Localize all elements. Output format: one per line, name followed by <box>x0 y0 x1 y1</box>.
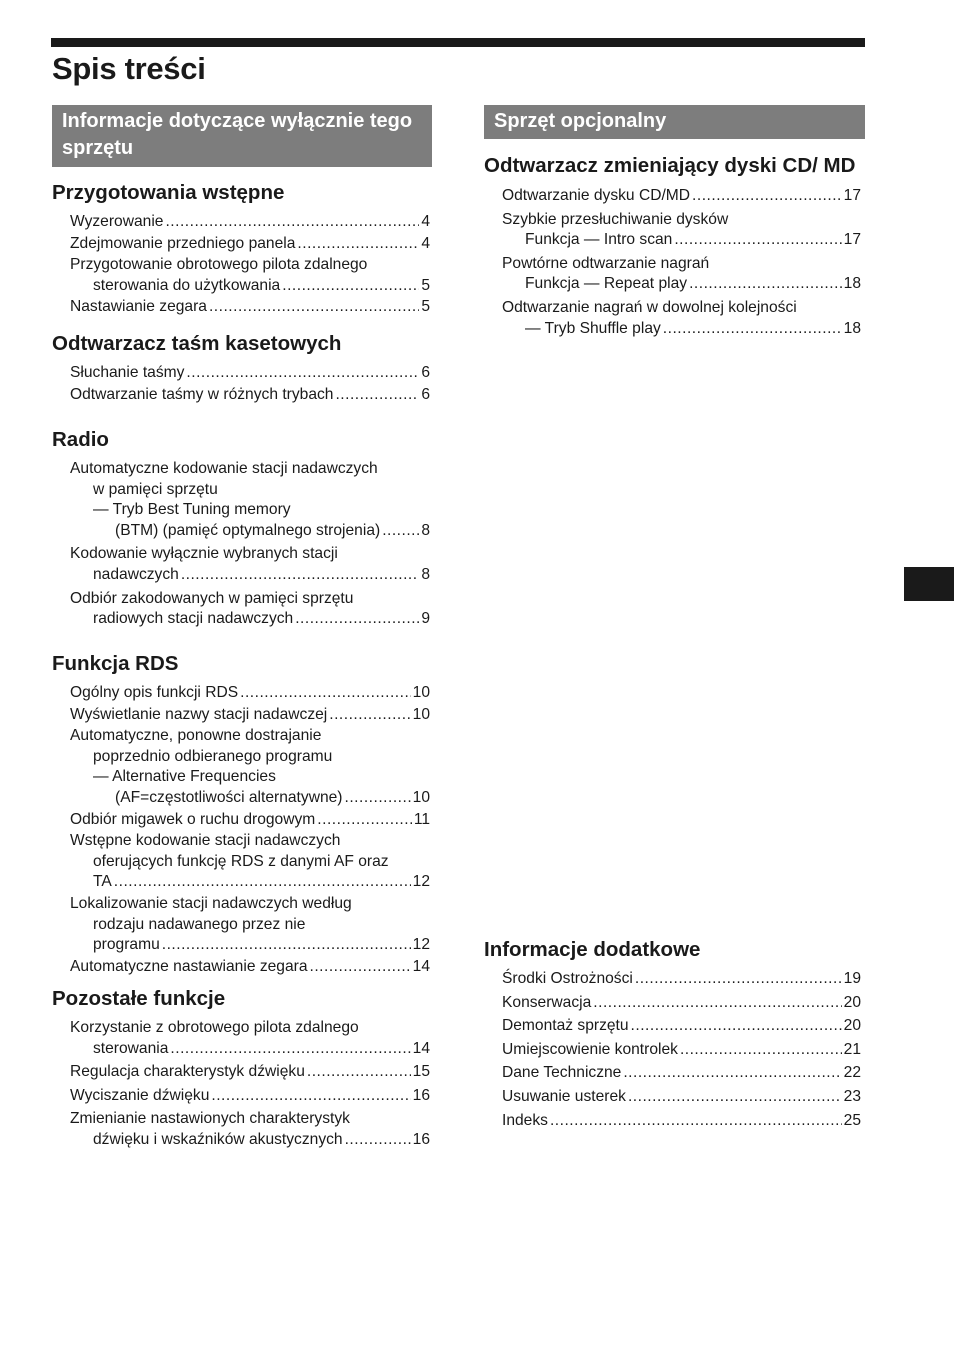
section-band-right: Sprzęt opcjonalny <box>484 105 865 139</box>
page-number: 16 <box>412 1130 430 1148</box>
entry-line: rodzaju nadawanego przez nie <box>93 915 306 933</box>
toc-entry[interactable] <box>70 255 430 296</box>
toc-entry[interactable] <box>70 1062 430 1083</box>
toc-entry[interactable] <box>70 385 430 406</box>
toc-entry[interactable] <box>70 234 430 255</box>
toc-entry[interactable] <box>70 957 430 978</box>
entry-title: sterowania do użytkowania <box>93 276 281 294</box>
toc-entry[interactable] <box>70 363 430 384</box>
entry-title: (AF=częstotliwości alternatywne) <box>115 788 343 806</box>
page-number: 14 <box>412 957 430 975</box>
entry-title: Indeks <box>502 1111 548 1129</box>
page-number: 16 <box>412 1086 430 1104</box>
entry-line: w pamięci sprzętu <box>93 480 218 498</box>
entry-title: (BTM) (pamięć optymalnego strojenia) <box>115 521 381 539</box>
page-number: 11 <box>413 810 430 828</box>
page-number: 19 <box>843 970 861 987</box>
toc-entry[interactable] <box>502 254 861 295</box>
leader-dots <box>165 212 419 233</box>
entry-title: TA <box>93 873 112 891</box>
entry-title: Słuchanie taśmy <box>70 364 185 381</box>
entry-line: Odtwarzanie nagrań w dowolnej kolejności <box>502 298 797 316</box>
toc-entry[interactable] <box>502 1111 861 1132</box>
page-number: 20 <box>843 1017 861 1035</box>
entry-line: Automatyczne kodowanie stacji nadawczych <box>70 460 378 477</box>
page-number: 18 <box>843 275 861 293</box>
leader-dots <box>345 1130 411 1151</box>
entry-title: Konserwacja <box>502 993 592 1011</box>
page-number: 10 <box>412 705 430 723</box>
toc-entry[interactable] <box>502 298 861 339</box>
leader-dots <box>680 1040 842 1061</box>
entry-line: Kodowanie wyłącznie wybranych stacji <box>70 545 338 563</box>
leader-dots <box>550 1111 842 1132</box>
leader-dots <box>635 969 842 990</box>
toc-section-dodatkowe <box>484 937 861 1131</box>
entry-line: Odbiór zakodowanych w pamięci sprzętu <box>70 589 354 607</box>
section-heading: Informacje dodatkowe <box>484 938 701 961</box>
toc-entry[interactable] <box>502 969 861 990</box>
toc-entry[interactable] <box>70 1086 430 1107</box>
entry-line: Zmienianie nastawionych charakterystyk <box>70 1110 350 1128</box>
leader-dots <box>317 810 412 831</box>
entry-line: Szybkie przesłuchiwanie dysków <box>502 210 729 228</box>
section-band-left: Informacje dotyczące wyłącznie tego sprzętu <box>52 105 432 167</box>
toc-entry[interactable] <box>70 459 430 541</box>
toc-section-pozostale <box>52 986 430 1151</box>
page-title: Spis treści <box>52 51 206 86</box>
leader-dots <box>181 565 420 586</box>
entry-line: Przygotowanie obrotowego pilota zdalnego <box>70 256 368 274</box>
chapter-tab-marker <box>904 567 954 601</box>
toc-section-radio <box>52 427 430 630</box>
toc-entry[interactable] <box>70 683 430 704</box>
leader-dots <box>382 521 419 542</box>
leader-dots <box>689 274 842 295</box>
entry-title: Ogólny opis funkcji RDS <box>70 684 239 701</box>
entry-line: oferujących funkcję RDS z danymi AF oraz <box>93 852 389 870</box>
entry-title: — Tryb Shuffle play <box>525 319 661 337</box>
toc-entry[interactable] <box>502 186 861 207</box>
toc-entry[interactable] <box>502 1063 861 1084</box>
entry-title: radiowych stacji nadawczych <box>93 610 294 628</box>
page-number: 23 <box>843 1087 861 1105</box>
toc-entry[interactable] <box>70 1109 430 1150</box>
section-heading: Funkcja RDS <box>52 652 179 675</box>
page-number: 18 <box>843 319 861 337</box>
entry-title: Zdejmowanie przedniego panela <box>70 234 296 252</box>
page-number: 6 <box>421 364 430 381</box>
entry-title: Wyciszanie dźwięku <box>70 1086 210 1104</box>
page-number: 10 <box>412 684 430 701</box>
toc-entry[interactable] <box>70 726 430 808</box>
page-number: 4 <box>421 234 430 252</box>
leader-dots <box>335 385 419 406</box>
page-number: 22 <box>843 1064 861 1082</box>
toc-entry[interactable] <box>70 831 430 893</box>
toc-entry[interactable] <box>502 1087 861 1108</box>
entry-title: Nastawianie zegara <box>70 298 207 316</box>
entry-line: Automatyczne, ponowne dostrajanie <box>70 727 322 745</box>
leader-dots <box>329 705 410 726</box>
leader-dots <box>209 297 419 318</box>
toc-entry[interactable] <box>502 993 861 1014</box>
entry-title: Odtwarzanie taśmy w różnych trybach <box>70 385 334 403</box>
toc-entry[interactable] <box>70 810 430 831</box>
entry-title: Demontaż sprzętu <box>502 1017 629 1035</box>
leader-dots <box>114 872 411 893</box>
page-number: 8 <box>421 565 430 583</box>
toc-section-cdmd <box>484 152 861 339</box>
toc-entry[interactable] <box>502 210 861 251</box>
entry-title: Umiejscowienie kontrolek <box>502 1040 678 1058</box>
toc-entry[interactable] <box>502 1040 861 1061</box>
toc-entry[interactable] <box>502 1016 861 1037</box>
page-number: 12 <box>412 936 430 954</box>
page-number: 20 <box>843 993 861 1011</box>
page-number: 6 <box>421 385 430 403</box>
page-number: 17 <box>843 187 861 204</box>
entry-title: Usuwanie usterek <box>502 1087 626 1105</box>
page-number: 25 <box>843 1111 861 1129</box>
leader-dots <box>692 186 842 207</box>
toc-section-kasety <box>52 331 430 405</box>
toc-entry[interactable] <box>70 297 430 318</box>
section-heading: Odtwarzacz taśm kasetowych <box>52 332 342 355</box>
page-number: 4 <box>421 213 430 230</box>
leader-dots <box>282 276 419 297</box>
entry-title: Odbiór migawek o ruchu drogowym <box>70 810 316 828</box>
page-number: 17 <box>843 231 861 249</box>
toc-entry[interactable] <box>70 544 430 585</box>
page-number: 10 <box>412 788 430 806</box>
page-number: 5 <box>421 276 430 294</box>
top-rule <box>51 38 865 47</box>
leader-dots <box>631 1016 842 1037</box>
leader-dots <box>307 1062 411 1083</box>
page-number: 14 <box>412 1039 430 1057</box>
entry-title: Wyzerowanie <box>70 213 164 230</box>
entry-line: Powtórne odtwarzanie nagrań <box>502 254 710 272</box>
leader-dots <box>211 1086 410 1107</box>
leader-dots <box>663 319 842 340</box>
page-number: 9 <box>421 610 430 628</box>
toc-entry[interactable] <box>70 212 430 233</box>
entry-title: Środki Ostrożności <box>502 970 633 987</box>
section-heading: Pozostałe funkcje <box>52 987 226 1010</box>
leader-dots <box>310 957 411 978</box>
leader-dots <box>186 363 419 384</box>
section-heading: Radio <box>52 428 109 451</box>
leader-dots <box>297 234 419 255</box>
leader-dots <box>295 609 419 630</box>
page-number: 21 <box>843 1040 861 1058</box>
page-number: 5 <box>421 298 430 316</box>
entry-line: poprzednio odbieranego programu <box>93 747 333 765</box>
leader-dots <box>162 935 411 956</box>
entry-line: — Tryb Best Tuning memory <box>93 501 291 519</box>
entry-title: Wyświetlanie nazwy stacji nadawczej <box>70 705 328 723</box>
entry-title: programu <box>93 936 160 954</box>
toc-entry[interactable] <box>70 1018 430 1059</box>
toc-entry[interactable] <box>70 705 430 726</box>
entry-line: Korzystanie z obrotowego pilota zdalnego <box>70 1019 359 1036</box>
leader-dots <box>674 230 841 251</box>
section-heading: Odtwarzacz zmieniający dyski CD/ MD <box>484 154 856 177</box>
toc-entry[interactable] <box>70 894 430 956</box>
entry-title: Automatyczne nastawianie zegara <box>70 957 308 975</box>
leader-dots <box>240 683 411 704</box>
toc-entry[interactable] <box>70 589 430 630</box>
entry-line: — Alternative Frequencies <box>93 768 276 786</box>
leader-dots <box>345 788 411 809</box>
entry-title: nadawczych <box>93 565 179 583</box>
entry-title: Dane Techniczne <box>502 1064 622 1082</box>
page-number: 15 <box>412 1063 430 1081</box>
leader-dots <box>170 1039 410 1060</box>
entry-title: Funkcja — Repeat play <box>525 275 688 293</box>
entry-title: Regulacja charakterystyk dźwięku <box>70 1063 305 1081</box>
leader-dots <box>593 993 841 1014</box>
entry-title: Funkcja — Intro scan <box>525 231 673 249</box>
entry-title: sterowania <box>93 1039 169 1057</box>
entry-title: Odtwarzanie dysku CD/MD <box>502 187 691 204</box>
toc-section-przygotowania <box>52 180 430 318</box>
page-number: 12 <box>412 873 430 891</box>
entry-line: Wstępne kodowanie stacji nadawczych <box>70 832 341 850</box>
toc-section-rds <box>52 651 430 977</box>
leader-dots <box>623 1063 841 1084</box>
leader-dots <box>628 1087 842 1108</box>
entry-title: dźwięku i wskaźników akustycznych <box>93 1130 343 1148</box>
section-heading: Przygotowania wstępne <box>52 181 285 204</box>
entry-line: Lokalizowanie stacji nadawczych według <box>70 894 352 912</box>
page-number: 8 <box>421 521 430 539</box>
